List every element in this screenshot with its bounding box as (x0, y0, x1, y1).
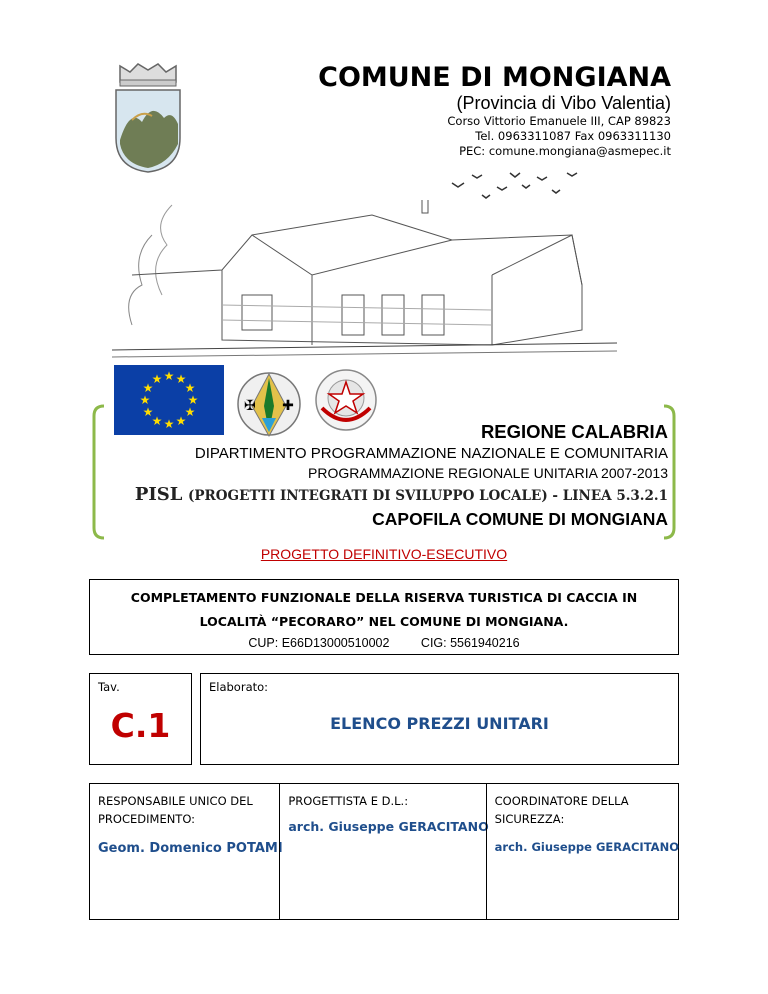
progettista-role: PROGETTISTA E D.L.: (288, 794, 409, 808)
progetto-type: PROGETTO DEFINITIVO-ESECUTIVO (260, 546, 508, 562)
eu-flag-icon (114, 365, 224, 435)
svg-text:★: ★ (184, 381, 196, 395)
tavola-label: Tav. (98, 680, 120, 694)
svg-text:★: ★ (151, 372, 163, 386)
programmazione-line: PROGRAMMAZIONE REGIONALE UNITARIA 2007-2013 (308, 465, 668, 481)
rup-role (98, 792, 253, 828)
cig-code: CIG: 5561940216 (420, 636, 520, 650)
signatures-table (89, 783, 679, 920)
coordinatore-role (495, 792, 629, 828)
coordinatore-cell (486, 784, 678, 919)
regione-title: REGIONE CALABRIA (480, 421, 668, 442)
rup-name: Geom. Domenico POTAMI (98, 841, 283, 856)
progettista-cell (279, 784, 489, 919)
rup-cell (90, 784, 283, 919)
tavola-code: C.1 (110, 706, 171, 745)
elaborato-label: Elaborato: (209, 680, 269, 694)
project-title-box (89, 579, 679, 655)
dipartimento-line: DIPARTIMENTO PROGRAMMAZIONE NAZIONALE E COMUNITARIA (194, 445, 668, 462)
svg-text:★: ★ (139, 393, 151, 407)
left-bracket-decoration (88, 404, 108, 540)
pisl-acronym: PISL (134, 484, 183, 505)
svg-text:★: ★ (142, 405, 154, 419)
pisl-line (135, 484, 668, 505)
phone-line: Tel. 0963311087 Fax 0963311130 (475, 129, 671, 143)
elaborato-title: ELENCO PREZZI UNITARI (330, 714, 549, 733)
pec-line: PEC: comune.mongiana@asmepec.it (459, 144, 671, 158)
building-sketch-image (112, 165, 617, 365)
coordinatore-name: arch. Giuseppe GERACITANO (494, 840, 679, 854)
svg-text:★: ★ (163, 417, 175, 431)
capofila-line: CAPOFILA COMUNE DI MONGIANA (372, 509, 668, 529)
svg-text:✠: ✠ (244, 398, 256, 414)
progettista-name: arch. Giuseppe GERACITANO (288, 819, 489, 834)
svg-text:★: ★ (184, 405, 196, 419)
svg-text:★: ★ (142, 381, 154, 395)
svg-text:★: ★ (175, 372, 187, 386)
repubblica-italiana-emblem-icon (312, 366, 380, 434)
regione-calabria-emblem-icon (236, 366, 302, 444)
rup-role-line1: RESPONSABILE UNICO DEL (98, 794, 253, 808)
elaborato-box (200, 673, 679, 765)
svg-text:★: ★ (163, 369, 175, 383)
project-codes (90, 636, 678, 650)
coat-of-arms-icon (108, 60, 188, 175)
svg-text:★: ★ (151, 414, 163, 428)
rup-role-line2: PROCEDIMENTO: (98, 812, 196, 826)
address-line: Corso Vittorio Emanuele III, CAP 89823 (447, 114, 671, 128)
coord-role-line1: COORDINATORE DELLA (494, 794, 629, 808)
svg-text:★: ★ (187, 393, 199, 407)
comune-title: COMUNE DI MONGIANA (318, 62, 671, 93)
pisl-description: (PROGETTI INTEGRATI DI SVILUPPO LOCALE) - LINEA 5.3.2.1 (188, 488, 668, 504)
project-title-line2: LOCALITÀ “PECORARO” NEL COMUNE DI MONGIANA. (199, 614, 569, 629)
tavola-box (89, 673, 192, 765)
cup-code: CUP: E66D13000510002 (248, 636, 390, 650)
svg-text:✚: ✚ (282, 398, 294, 414)
project-title-line1: COMPLETAMENTO FUNZIONALE DELLA RISERVA TURISTICA DI CACCIA IN (130, 590, 638, 605)
provincia-label: (Provincia di Vibo Valentia) (456, 93, 671, 113)
coord-role-line2: SICUREZZA: (494, 812, 565, 826)
svg-text:★: ★ (175, 414, 187, 428)
